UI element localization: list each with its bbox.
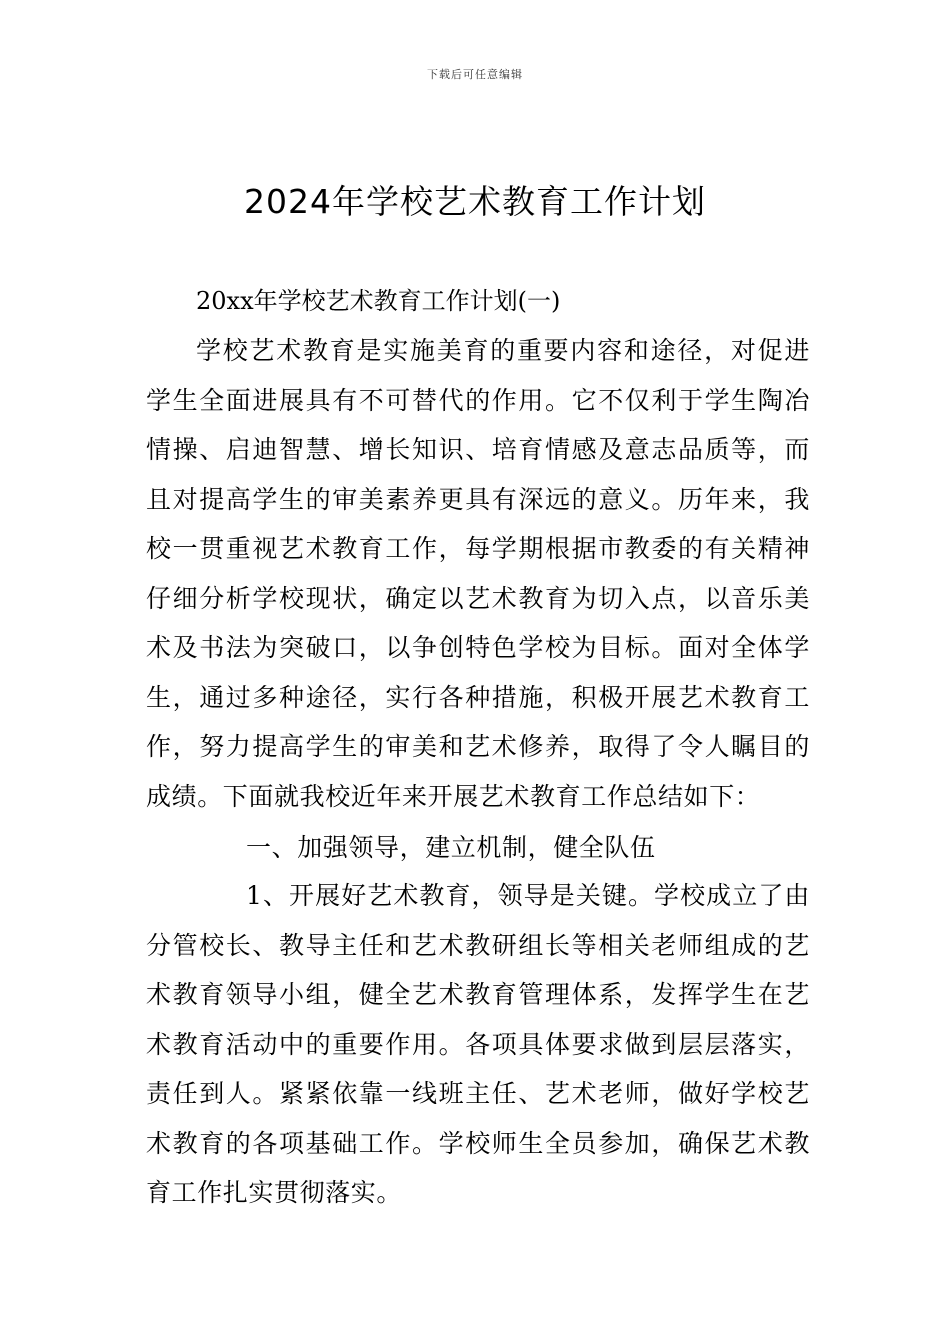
document-title: 2024年学校艺术教育工作计划 (244, 182, 706, 221)
section-paragraph: 1、开展好艺术教育，领导是关键。学校成立了由分管校长、教导主任和艺术教研组长等相关老师组成的艺术教育领导小组，健全艺术教育管理体系，发挥学生在艺术教育活动中的重要作用。各项具体要求做到层层落实，责任到人。紧紧依靠一线班主任、艺术老师，做好学校艺术教育的各项基础工作。学校师生全员参加，确保艺术教育工作扎实贯彻落实。 (146, 881, 810, 1207)
header-note: 下载后可任意编辑 (427, 68, 523, 81)
document-subtitle: 20xx年学校艺术教育工作计划(一) (196, 287, 561, 315)
section-heading: 一、加强领导，建立机制，健全队伍 (246, 833, 656, 862)
intro-paragraph: 学校艺术教育是实施美育的重要内容和途径，对促进学生全面进展具有不可替代的作用。它不仅利于学生陶冶情操、启迪智慧、增长知识、培育情感及意志品质等，而且对提高学生的审美素养更具有深远的意义。历年来，我校一贯重视艺术教育工作，每学期根据市教委的有关精神仔细分析学校现状，确定以艺术教育为切入点，以音乐美术及书法为突破口，以争创特色学校为目标。面对全体学生，通过多种途径，实行各种措施，积极开展艺术教育工作，努力提高学生的审美和艺术修养，取得了令人瞩目的成绩。下面就我校近年来开展艺术教育工作总结如下： (146, 336, 810, 811)
